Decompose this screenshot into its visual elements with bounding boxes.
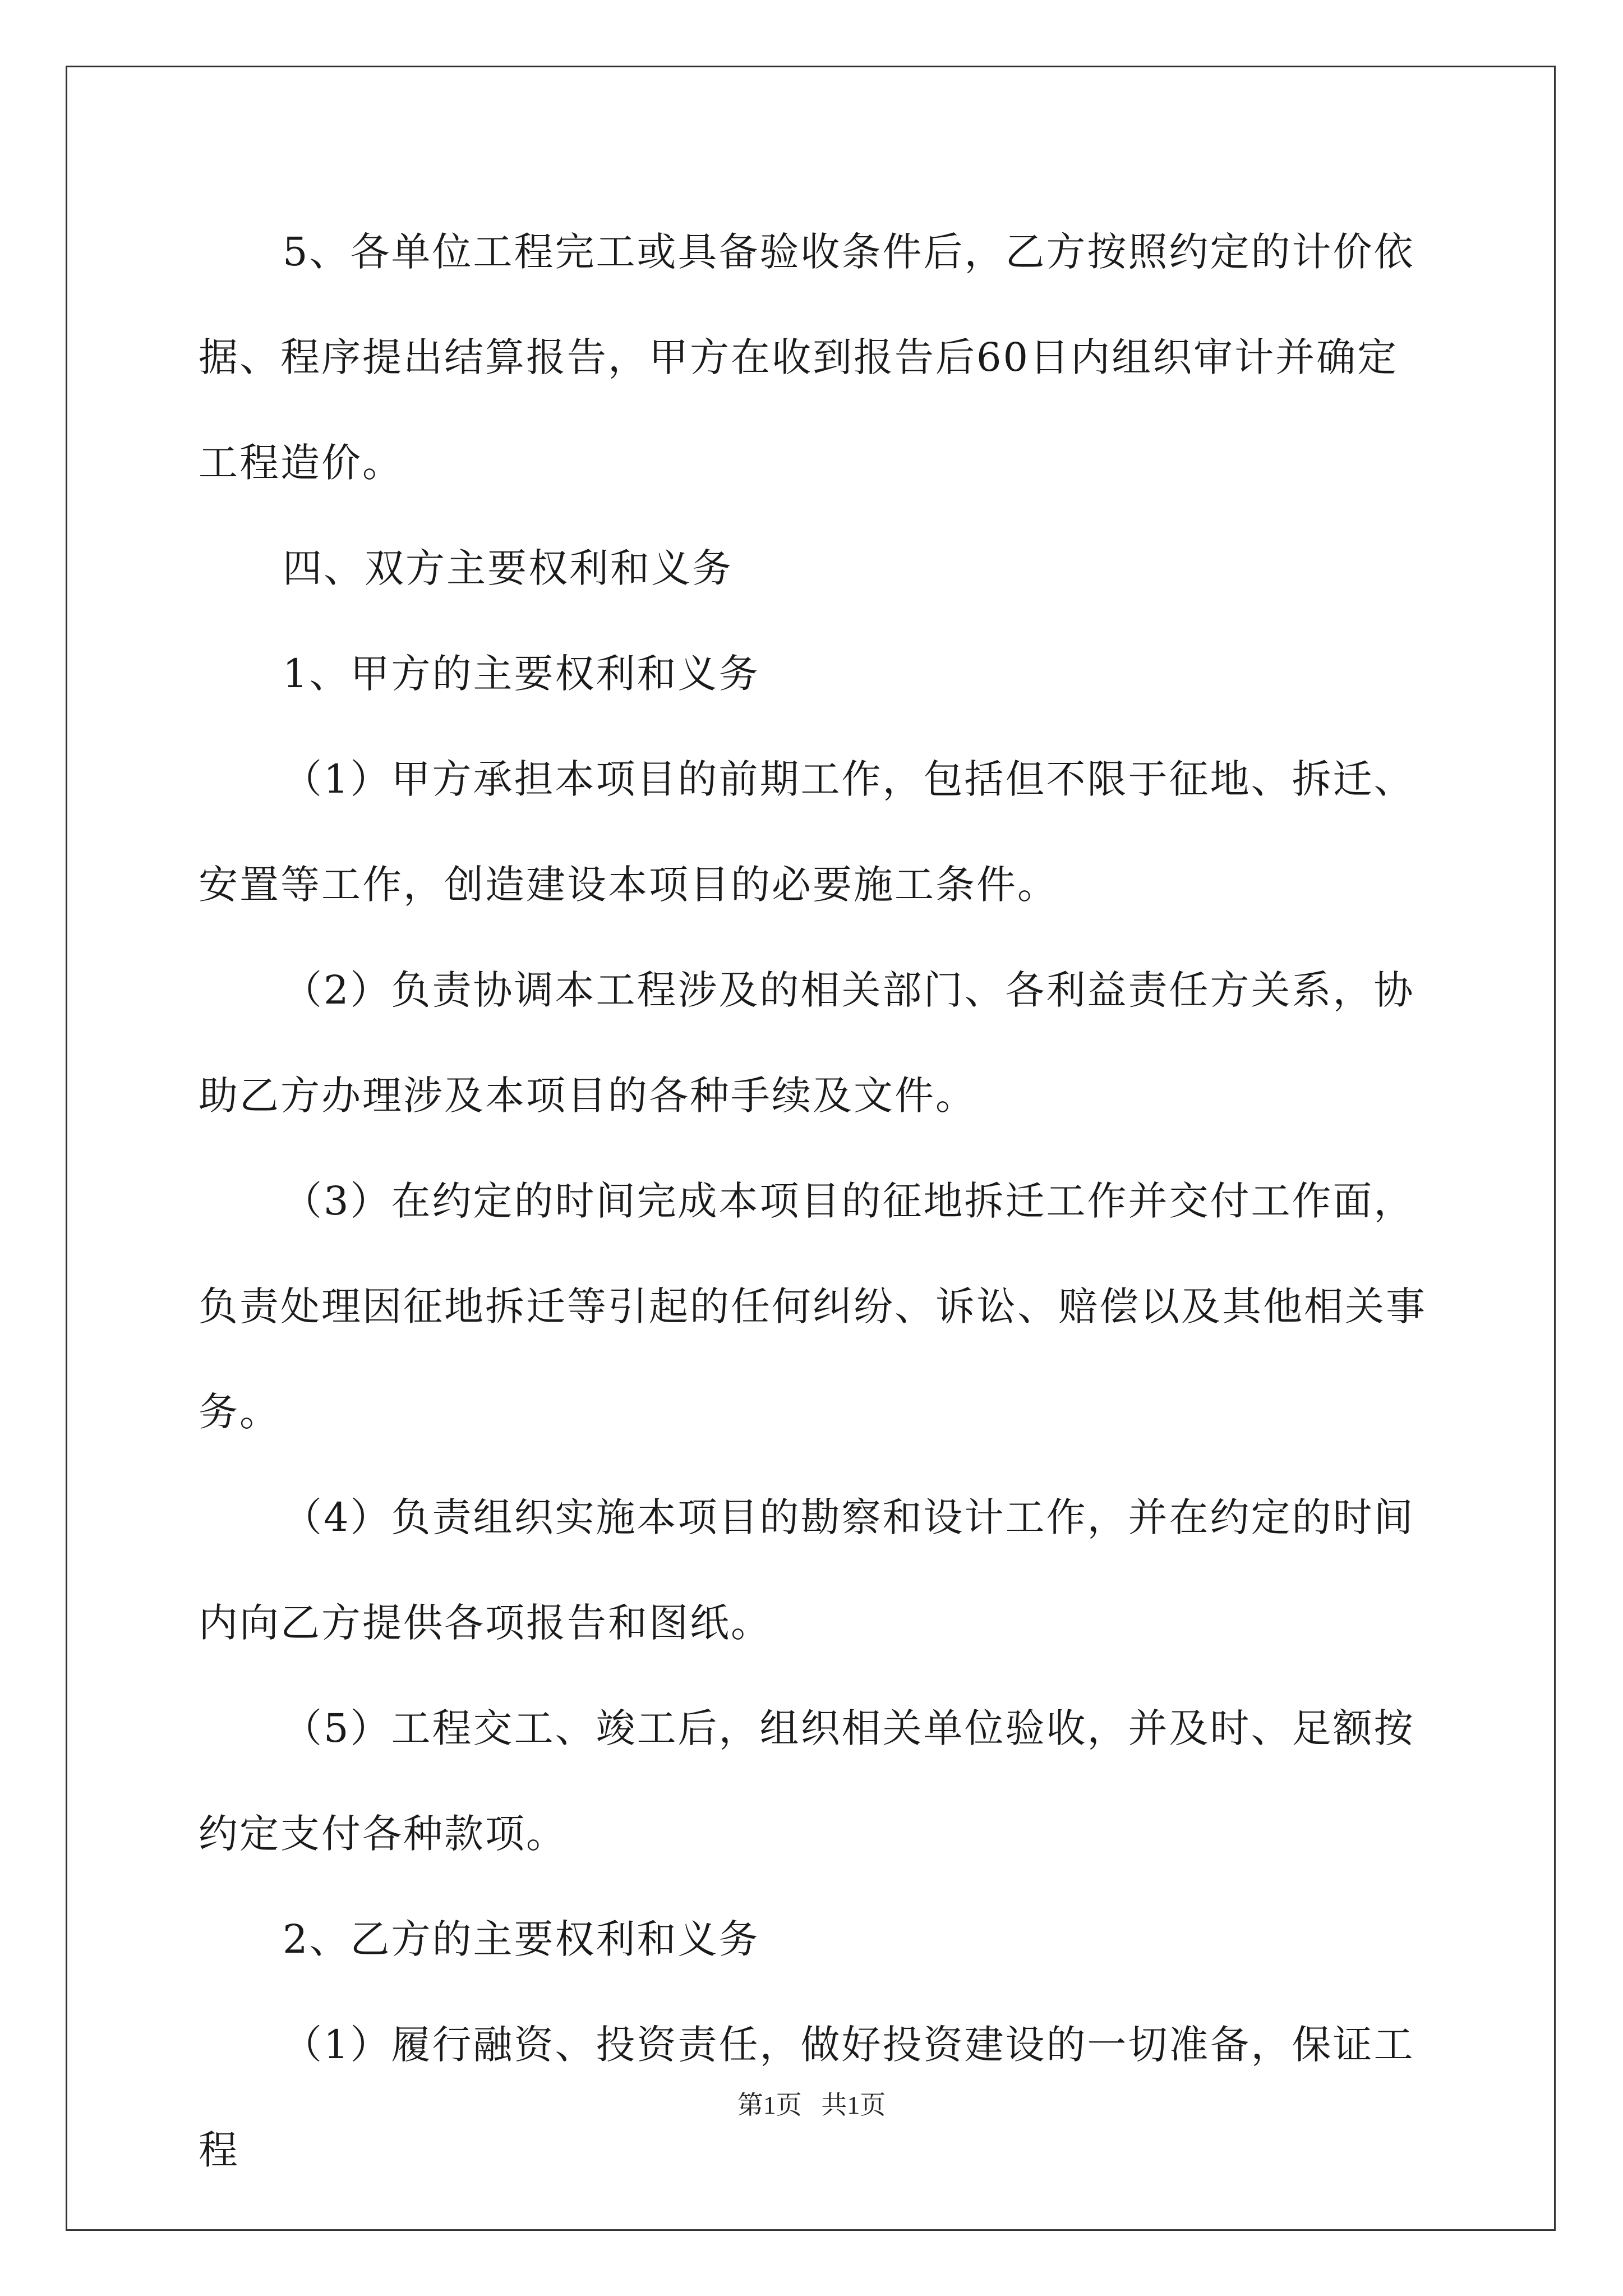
page-total: 共1页 [821,2091,886,2119]
page-number: 第1页 [737,2091,802,2119]
subheading-party-b: 2、乙方的主要权利和义务 [283,1916,760,1962]
subheading-party-a: 1、甲方的主要权利和义务 [283,651,760,697]
paragraph-party-a-item-3: （3）在约定的时间完成本项目的征地拆迁工作并交付工作面，负责处理因征地拆迁等引起的任何纠纷、诉讼、赔偿以及其他相关事务。 [199,1178,1427,1435]
paragraph-party-a-item-2: （2）负责协调本工程涉及的相关部门、各利益责任方关系，协助乙方办理涉及本项目的各种手续及文件。 [199,967,1415,1119]
page-footer [0,2088,1623,2122]
paragraph-party-a-item-4: （4）负责组织实施本项目的勘察和设计工作，并在约定的时间内向乙方提供各项报告和图纸。 [199,1494,1415,1646]
paragraph-party-b-item-1: （1）履行融资、投资责任，做好投资建设的一切准备，保证工程 [199,2022,1415,2173]
paragraph-party-a-item-5: （5）工程交工、竣工后，组织相关单位验收，并及时、足额按约定支付各种款项。 [199,1705,1415,1857]
paragraph-party-a-item-1: （1）甲方承担本项目的前期工作，包括但不限于征地、拆迁、安置等工作，创造建设本项目的必要施工条件。 [199,756,1415,908]
section-heading-rights-obligations: 四、双方主要权利和义务 [283,545,733,591]
document-body [199,199,1438,2203]
paragraph-settlement-report: 5、各单位工程完工或具备验收条件后，乙方按照约定的计价依据、程序提出结算报告，甲方在收到报告后60日内组织审计并确定工程造价。 [199,229,1415,486]
